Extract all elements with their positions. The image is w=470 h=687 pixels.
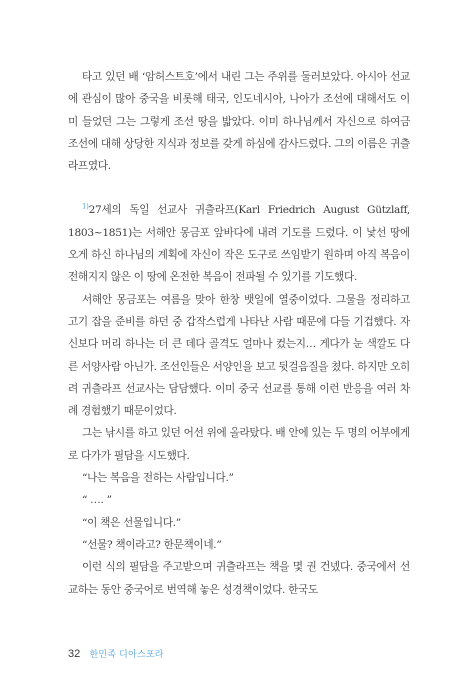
dialogue-line-2: “ …. ” bbox=[82, 494, 112, 507]
page-footer bbox=[68, 647, 164, 662]
paragraph-2-text: 27세의 독일 선교사 귀츨라프(Karl Friedrich August Gützlaff, 1803~1851)는 서해안 몽금포 앞바다에 내려 기도를 드렸다. 이 낯선 땅에 오게 하신 하나님의 계획에 자신이 작은 도구로 쓰임받기 원하며 아직 복음이 전해지지 않은 이 땅에 온전한 복음이 전파될 수 있기를 기도했다. bbox=[68, 204, 410, 284]
paragraph-1: 타고 있던 배 ‘암허스트호’에서 내린 그는 주위를 둘러보았다. 아시아 선교에 관심이 많아 중국을 비롯해 태국, 인도네시아, 나아가 조선에 대해서도 이미 들었던 그는 그렇게 조선 땅을 밟았다. 이미 하나님께서 자신으로 하여금 조선에 대해 상당한 지식과 정보를 갖게 하심에 감사드렸다. 그의 이름은 귀츨라프였다. bbox=[68, 71, 410, 173]
dialogue-line-4: “선물? 책이라고? 한문책이네.” bbox=[82, 538, 222, 551]
paragraph-2 bbox=[68, 199, 410, 288]
paragraph-5: 이런 식의 필담을 주고받으며 귀츨라프는 책을 몇 권 건넸다. 중국에서 선교하는 동안 중국어로 번역해 놓은 성경책이었다. 한국도 bbox=[68, 561, 410, 596]
dialogue-line-1: “나는 복음을 전하는 사람입니다.” bbox=[82, 472, 234, 485]
paragraph-4: 그는 낚시를 하고 있던 어선 위에 올라탔다. 배 안에 있는 두 명의 어부에게로 다가가 필담을 시도했다. bbox=[68, 427, 410, 462]
footnote-marker[interactable]: 1) bbox=[82, 202, 89, 211]
dialogue-line-3: “이 책은 선물입니다.” bbox=[82, 516, 181, 529]
page-number: 32 bbox=[68, 648, 81, 660]
running-title: 한민족 디아스포라 bbox=[89, 650, 164, 660]
body-text bbox=[68, 66, 410, 601]
paragraph-3: 서해안 몽금포는 여름을 맞아 한창 뱃일에 열중이었다. 그물을 정리하고 고기 잡을 준비를 하던 중 갑작스럽게 나타난 사람 때문에 다들 기겁했다. 자신보다 머리 하나는 더 큰 데다 골격도 얼마나 컸는지… 게다가 눈 색깔도 다른 서양사람 아닌가. 조선인들은 서양인을 보고 뒷걸음질을 쳤다. 하지만 오히려 귀츨라프 선교사는 담담했다. 이미 중국 선교를 통해 이런 반응을 여러 차례 경험했기 때문이었다. bbox=[68, 293, 410, 418]
